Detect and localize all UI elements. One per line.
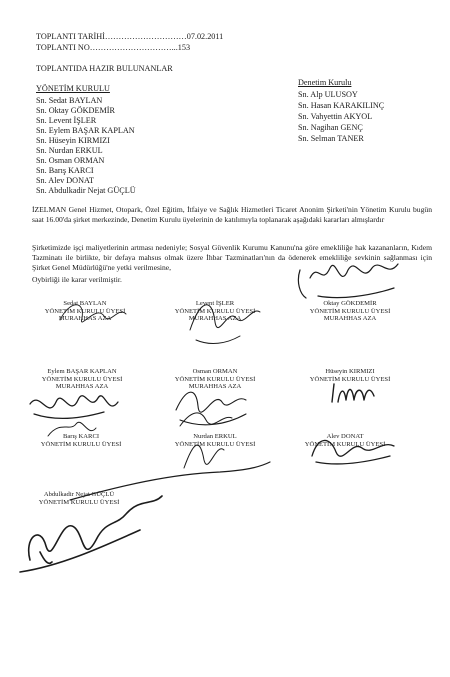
audit-member: Sn. Alp ULUSOY — [298, 90, 358, 99]
signatory-name: Nurdan ERKUL — [193, 433, 237, 440]
board-member: Sn. Barış KARCI — [36, 166, 94, 175]
signatory-name: Sedat BAYLAN — [63, 300, 107, 307]
signatory-role: YÖNETİM KURULU ÜYESİ — [174, 440, 256, 448]
signature-baylan — [60, 305, 126, 322]
intro-paragraph: İZELMAN Genel Hizmet, Otopark, Özel Eğitim, İtfaiye ve Sağlık Hizmetleri Ticaret Anonim Şirketi'nin Yönetim Kurulu bugün saat 16.00'da şirket merkezinde, Denetim Kurulu üyelerinin de katılımıyla toplanarak aşağıdaki kararları almışlardır — [32, 205, 432, 224]
board-member: Sn. Eylem BAŞAR KAPLAN — [36, 126, 135, 135]
signatory-name: Oktay GÖKDEMİR — [323, 300, 377, 307]
meeting-date-line: TOPLANTI TARİHİ…………………………07.02.2011 — [36, 32, 224, 41]
signatory-name: Barış KARCI — [62, 433, 100, 440]
signature-karci — [48, 422, 96, 436]
signatory-role: YÖNETİM KURULU ÜYESİ — [41, 375, 123, 383]
board-member: Sn. Nurdan ERKUL — [36, 146, 103, 155]
board-member: Sn. Abdulkadir Nejat GÜÇLÜ — [36, 186, 136, 195]
signatory-extra: MURAHHAS AZA — [188, 315, 242, 323]
audit-title: Denetim Kurulu — [298, 78, 352, 87]
unanimous-note: Oybirliği ile karar verilmiştir. — [32, 275, 122, 284]
board-member: Sn. Hüseyin KIRMIZI — [36, 136, 110, 145]
signature-kaplan — [30, 396, 118, 419]
board-member: Sn. Alev DONAT — [36, 176, 94, 185]
signatory-role: YÖNETİM KURULU ÜYESİ — [38, 498, 120, 506]
signatory-name: Levent İŞLER — [195, 300, 235, 307]
signature-kirmizi — [332, 384, 374, 402]
audit-member: Sn. Selman TANER — [298, 134, 364, 143]
board-member: Sn. Levent İŞLER — [36, 116, 97, 125]
signatory-role: YÖNETİM KURULU ÜYESİ — [304, 440, 386, 448]
board-title: YÖNETİM KURULU — [36, 84, 110, 93]
signatory-role: YÖNETİM KURULU ÜYESİ — [309, 307, 391, 315]
signature-donat — [312, 440, 394, 464]
signatory-name: Osman ORMAN — [192, 368, 238, 375]
signatory-role: YÖNETİM KURULU ÜYESİ — [174, 307, 256, 315]
signature-gokdemir — [298, 264, 398, 298]
signatory-extra: MURAHHAS AZA — [188, 383, 242, 391]
board-member: Sn. Osman ORMAN — [36, 156, 105, 165]
signatory-name: Alev DONAT — [326, 433, 364, 440]
signature-erkul — [180, 413, 232, 468]
signatory-role: YÖNETİM KURULU ÜYESİ — [40, 440, 122, 448]
signatory-role: YÖNETİM KURULU ÜYESİ — [309, 375, 391, 383]
signatory-extra: MURAHHAS AZA — [323, 315, 377, 323]
signatory-name: Abdulkadir Nejat GÜÇLÜ — [43, 491, 115, 498]
board-member: Sn. Sedat BAYLAN — [36, 96, 103, 105]
audit-member: Sn. Hasan KARAKILINÇ — [298, 101, 385, 110]
signatory-extra: MURAHHAS AZA — [58, 315, 112, 323]
signature-long-stroke — [70, 462, 270, 500]
signature-orman — [176, 392, 246, 425]
signatory-role: YÖNETİM KURULU ÜYESİ — [44, 307, 126, 315]
signature-isler — [190, 305, 260, 344]
signatory-extra: MURAHHAS AZA — [55, 383, 109, 391]
signatory-role: YÖNETİM KURULU ÜYESİ — [174, 375, 256, 383]
signatory-name: Hüseyin KIRMIZI — [325, 368, 375, 375]
signature-guclu — [20, 496, 162, 572]
audit-member: Sn. Vahyettin AKYOL — [298, 112, 373, 121]
signatory-name: Eylem BAŞAR KAPLAN — [47, 368, 117, 375]
board-member: Sn. Oktay GÖKDEMİR — [36, 106, 115, 115]
audit-member: Sn. Nagihan GENÇ — [298, 123, 363, 132]
decision-paragraph: Şirketimizde işçi maliyetlerinin artması nedeniyle; Sosyal Güvenlik Kurumu Kanunu'na göre emekliliğe hak kazananların, Kıdem Tazminatı ile birlikte, bir defaya mahsus olmak üzere İhbar Tazminatları'nın da ödenerek emekliliğe sevkinin sağlanması için Şirket Genel Müdürlüğü'ne yetki verilmesine, — [32, 243, 432, 272]
attendees-title: TOPLANTIDA HAZIR BULUNANLAR — [36, 64, 173, 73]
meeting-no-line: TOPLANTI NO…………………………...153 — [36, 43, 191, 52]
